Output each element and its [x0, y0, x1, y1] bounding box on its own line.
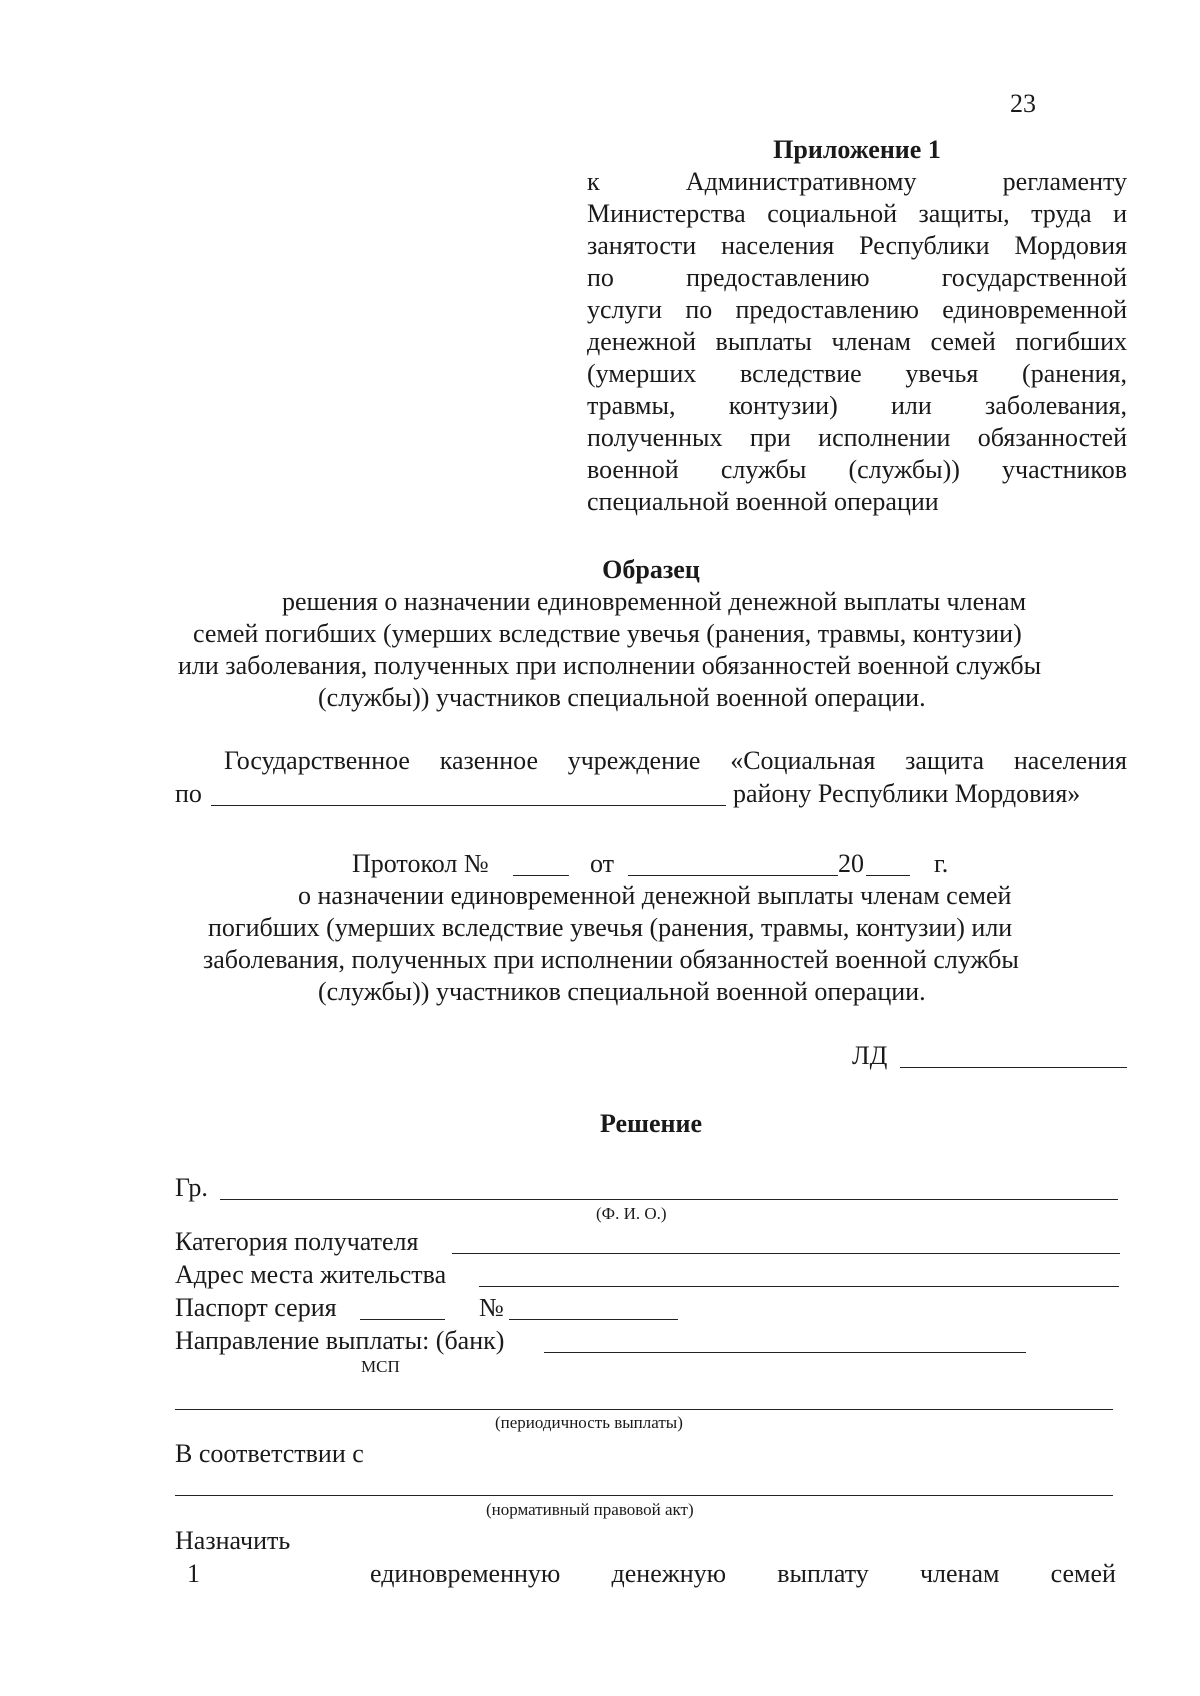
protocol-line: о назначении единовременной денежной выплаты членам семей	[298, 881, 1012, 910]
assign-label: Назначить	[175, 1526, 291, 1555]
appendix-line: занятости населения Республики Мордовия	[587, 231, 1127, 260]
sample-title: Образец	[602, 555, 700, 584]
address-label: Адрес места жительства	[175, 1260, 447, 1289]
appendix-line: к Административному регламенту	[587, 167, 1127, 196]
institution-suffix: району Республики Мордовия»	[733, 779, 1081, 808]
item-word: семей	[1050, 1559, 1116, 1588]
passport-label: Паспорт серия	[175, 1293, 337, 1322]
item-number: 1	[187, 1559, 200, 1588]
appendix-line: военной службы (службы)) участников	[587, 455, 1127, 484]
fio-caption: (Ф. И. О.)	[596, 1204, 667, 1223]
appendix-line: денежной выплаты членам семей погибших	[587, 327, 1127, 356]
protocol-number-blank[interactable]	[513, 875, 569, 876]
passport-series-blank[interactable]	[360, 1319, 445, 1320]
protocol-label: Протокол №	[352, 849, 489, 878]
protocol-from: от	[590, 849, 615, 878]
institution-line: Государственное казенное учреждение «Социальная защита населения	[224, 746, 1127, 775]
payment-direction-label: Направление выплаты: (банк)	[175, 1326, 505, 1355]
appendix-line: травмы, контузии) или заболевания,	[587, 391, 1127, 420]
citizen-label: Гр.	[175, 1173, 208, 1202]
appendix-line: услуги по предоставлению единовременной	[587, 295, 1127, 324]
fio-blank[interactable]	[220, 1199, 1118, 1200]
sample-line: решения о назначении единовременной денежной выплаты членам	[282, 587, 1027, 616]
msp-label: МСП	[361, 1357, 400, 1376]
appendix-line: полученных при исполнении обязанностей	[587, 423, 1127, 452]
sample-line: или заболевания, полученных при исполнении обязанностей военной службы	[178, 651, 1042, 680]
passport-number-sign: №	[479, 1293, 504, 1322]
item-word: членам	[919, 1559, 1000, 1588]
ld-label: ЛД	[852, 1041, 888, 1070]
item-word: выплату	[777, 1559, 869, 1588]
institution-prefix: по	[175, 779, 202, 808]
protocol-date-blank[interactable]	[628, 875, 838, 876]
category-label: Категория получателя	[175, 1227, 419, 1256]
protocol-year-blank[interactable]	[866, 875, 910, 876]
address-blank[interactable]	[479, 1286, 1119, 1287]
item-word: денежную	[611, 1559, 727, 1588]
sample-line: семей погибших (умерших вследствие увечья (ранения, травмы, контузии)	[193, 619, 1022, 648]
bank-blank[interactable]	[544, 1352, 1026, 1353]
sample-line: (службы)) участников специальной военной операции.	[318, 683, 926, 712]
sample-text	[0, 586, 1200, 714]
protocol-line: (службы)) участников специальной военной операции.	[318, 977, 926, 1006]
legal-act-blank[interactable]	[175, 1495, 1113, 1496]
appendix-title: Приложение 1	[773, 135, 941, 164]
appendix-line: Министерства социальной защиты, труда и	[587, 199, 1127, 228]
page-number: 23	[1010, 89, 1036, 118]
item-text	[370, 1558, 1116, 1590]
appendix-line: по предоставлению государственной	[587, 263, 1127, 292]
legal-act-caption: (нормативный правовой акт)	[486, 1500, 694, 1519]
district-blank[interactable]	[211, 805, 726, 806]
accordance-label: В соответствии с	[175, 1439, 364, 1468]
ld-blank[interactable]	[900, 1067, 1127, 1068]
periodicity-blank[interactable]	[175, 1409, 1113, 1410]
passport-number-blank[interactable]	[509, 1319, 678, 1320]
category-blank[interactable]	[452, 1253, 1120, 1254]
appendix-line: (умерших вследствие увечья (ранения,	[587, 359, 1127, 388]
protocol-year-suffix: г.	[934, 849, 949, 878]
protocol-line: заболевания, полученных при исполнении обязанностей военной службы	[203, 945, 1019, 974]
item-word: единовременную	[370, 1559, 561, 1588]
protocol-line: погибших (умерших вследствие увечья (ранения, травмы, контузии) или	[208, 913, 1013, 942]
decision-title: Решение	[599, 1109, 703, 1138]
protocol-year-prefix: 20	[838, 849, 864, 878]
appendix-line: специальной военной операции	[587, 487, 939, 516]
protocol-text	[0, 880, 1200, 1008]
periodicity-caption: (периодичность выплаты)	[495, 1413, 683, 1432]
appendix-text	[587, 166, 1127, 518]
